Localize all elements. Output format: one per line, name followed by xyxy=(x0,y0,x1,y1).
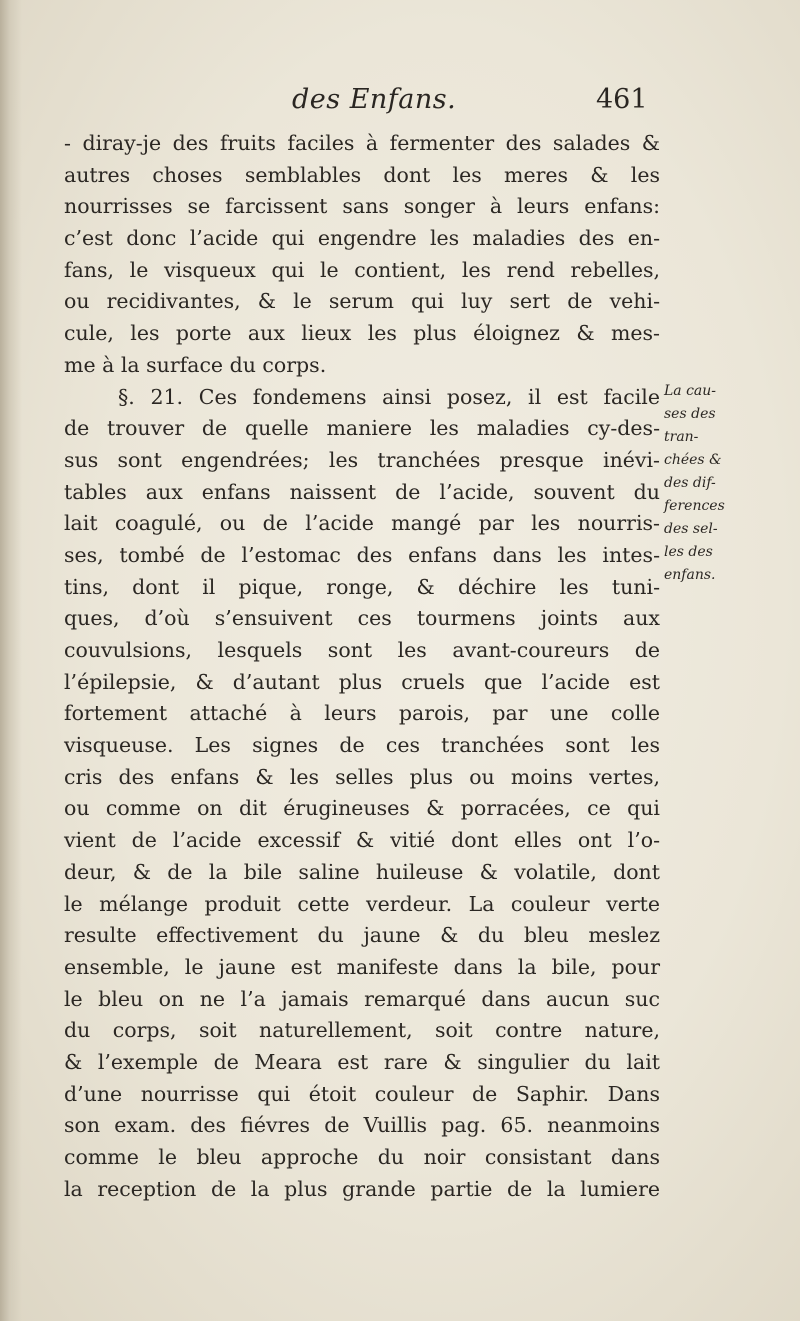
margin-note-line: tran- xyxy=(664,429,699,445)
text-line: & l’exemple de Meara est rare & singulier du lait xyxy=(64,1049,660,1074)
text-line: autres choses semblables dont les meres & les xyxy=(64,162,660,187)
text-line: le mélange produit cette verdeur. La couleur verte xyxy=(64,891,660,916)
text-line: couvulsions, lesquels sont les avant-coureurs de xyxy=(64,638,660,662)
margin-note-line: La cau- xyxy=(664,383,717,399)
text-line: son exam. des fiévres de Vuillis pag. 65. neanmoins xyxy=(64,1113,660,1138)
text-line: d’une nourrisse qui étoit couleur de Saphir. Dans xyxy=(64,1081,660,1106)
margin-note-line: enfans. xyxy=(664,567,716,583)
text-line: de trouver de quelle maniere les maladies cy-des- xyxy=(64,416,660,441)
running-head: des Enfans. xyxy=(292,84,457,115)
text-line: me à la surface du corps. xyxy=(64,352,327,377)
text-line: lait coagulé, ou de l’acide mangé par les nourris- xyxy=(64,511,660,536)
text-line: sus sont engendrées; les tranchées presque inévi- xyxy=(64,447,660,472)
text-line: nourrisses se farcissent sans songer à leurs enfans: xyxy=(64,194,660,219)
text-line: la reception de la plus grande partie de la lumiere xyxy=(64,1176,660,1201)
text-line: resulte effectivement du jaune & du bleu meslez xyxy=(64,923,660,948)
text-line: ques, d’où s’ensuivent ces tourmens joints aux xyxy=(64,606,660,631)
text-line: tables aux enfans naissent de l’acide, souvent du xyxy=(64,479,660,504)
text-line: fortement attaché à leurs parois, par une colle xyxy=(64,701,660,726)
margin-note-line: les des xyxy=(664,544,713,560)
text-line: ses, tombé de l’estomac des enfans dans les intes- xyxy=(64,542,660,567)
page-gutter-shadow xyxy=(0,0,22,1321)
text-line: du corps, soit naturellement, soit contre nature, xyxy=(64,1018,660,1043)
margin-note-line: des sel- xyxy=(664,521,718,537)
body-text xyxy=(64,128,660,1205)
margin-note-line: chées & xyxy=(664,452,722,468)
margin-note-line: des dif- xyxy=(664,475,716,491)
text-line: tins, dont il pique, ronge, & déchire les tuni- xyxy=(64,574,660,599)
text-line: fans, le visqueux qui le contient, les rend rebelles, xyxy=(64,257,660,282)
margin-note-line: ses des xyxy=(664,406,716,422)
text-line: deur, & de la bile saline huileuse & volatile, dont xyxy=(64,859,660,884)
margin-note xyxy=(664,380,754,587)
text-line: le bleu on ne l’a jamais remarqué dans aucun suc xyxy=(64,986,660,1011)
text-line: §. 21. Ces fondemens ainsi posez, il est facile xyxy=(118,384,660,409)
text-line: ou recidivantes, & le serum qui luy sert de vehi- xyxy=(64,289,660,314)
text-line: cule, les porte aux lieux les plus éloignez & mes- xyxy=(64,321,660,346)
text-line: comme le bleu approche du noir consistant dans xyxy=(64,1145,660,1169)
text-line: cris des enfans & les selles plus ou moins vertes, xyxy=(64,764,660,789)
text-line: ou comme on dit érugineuses & porracées, ce qui xyxy=(64,796,660,821)
text-line: ensemble, le jaune est manifeste dans la bile, pour xyxy=(64,954,660,979)
text-line: - diray-je des fruits faciles à fermenter des salades & xyxy=(64,131,660,155)
text-line: visqueuse. Les signes de ces tranchées sont les xyxy=(64,733,660,758)
text-line: l’épilepsie, & d’autant plus cruels que l’acide est xyxy=(64,669,660,694)
page-number: 461 xyxy=(596,84,648,115)
text-line: c’est donc l’acide qui engendre les maladies des en- xyxy=(64,226,660,251)
margin-note-line: ferences xyxy=(664,498,725,514)
page-header xyxy=(0,80,800,124)
text-line: vient de l’acide excessif & vitié dont elles ont l’o- xyxy=(64,828,660,853)
